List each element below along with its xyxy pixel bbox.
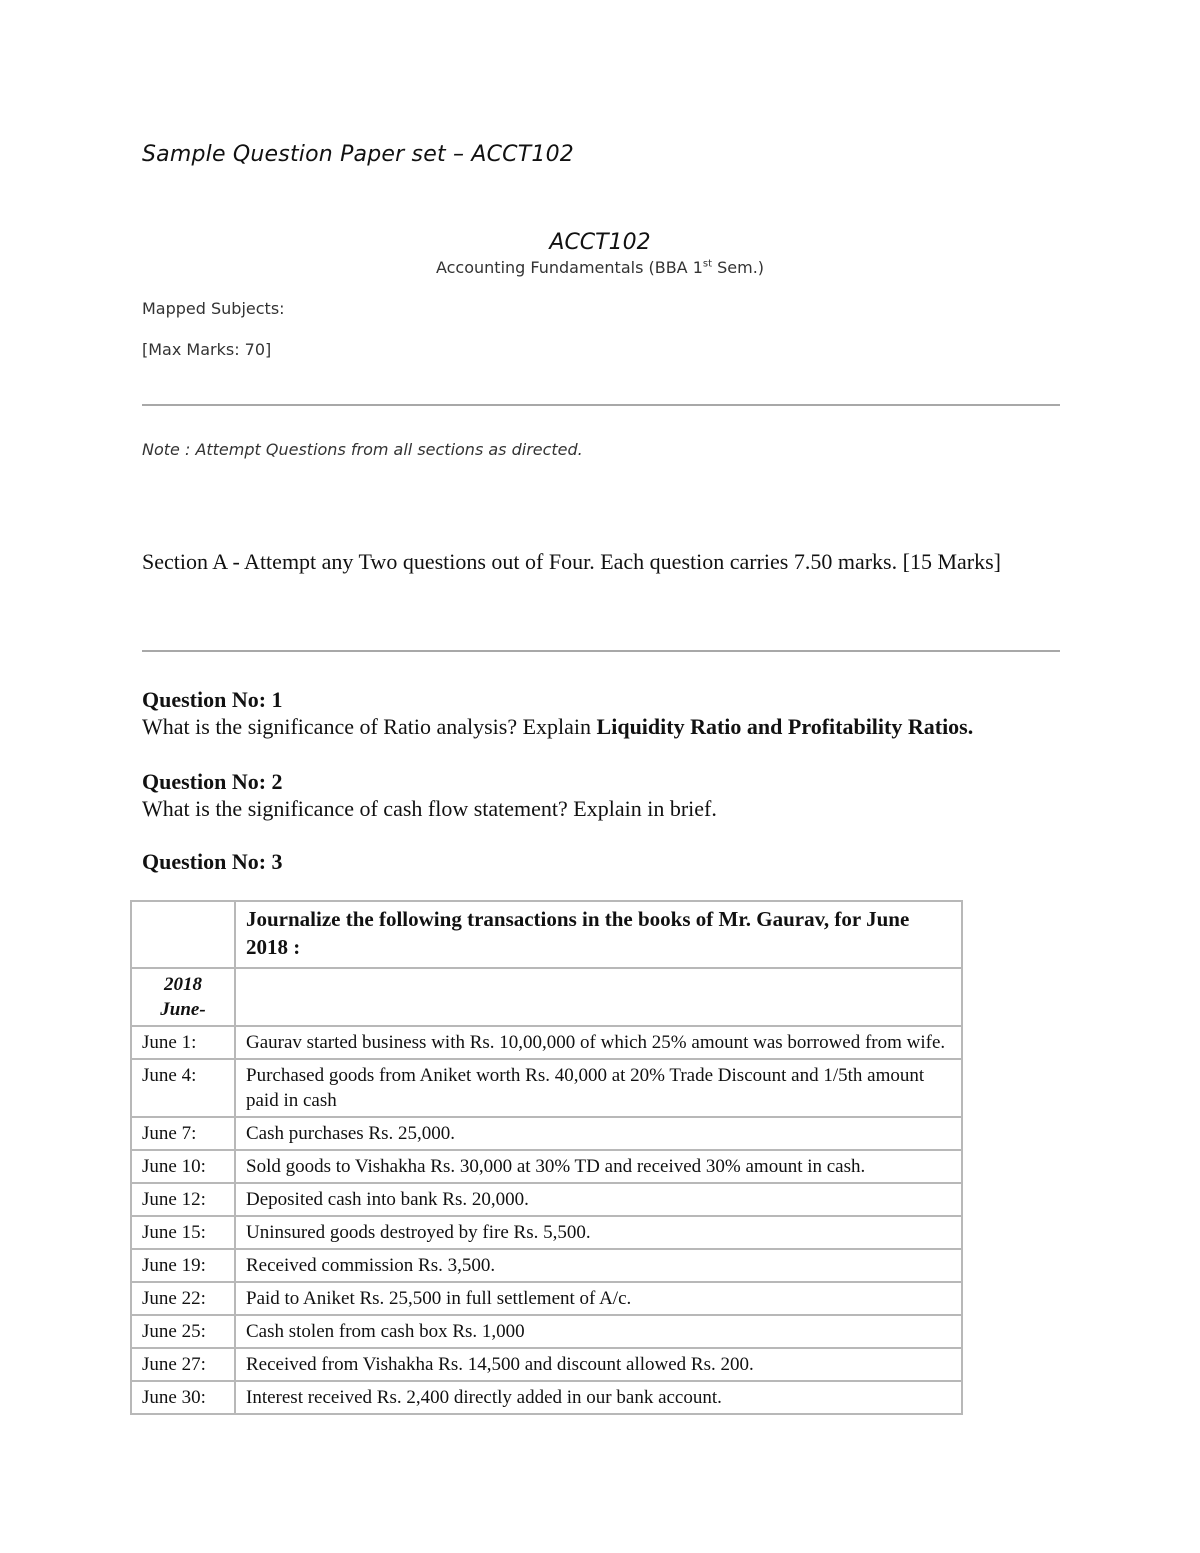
question-1-label: Question No: 1	[142, 687, 283, 712]
year-label: 2018 June-	[131, 968, 235, 1026]
course-name-superscript: st	[702, 258, 713, 270]
question-2-text: What is the significance of cash flow statement? Explain in brief.	[142, 796, 717, 821]
transaction-date: June 15:	[131, 1216, 235, 1249]
table-cell	[131, 901, 235, 968]
transaction-date: June 1:	[131, 1026, 235, 1059]
transaction-description: Gaurav started business with Rs. 10,00,000 of which 25% amount was borrowed from wife.	[235, 1026, 962, 1059]
table-row	[131, 1249, 962, 1282]
note: Note : Attempt Questions from all sections as directed.	[142, 440, 583, 459]
table-row	[131, 1348, 962, 1381]
course-name-suffix: Sem.)	[712, 258, 765, 277]
mapped-subjects-label: Mapped Subjects:	[142, 299, 285, 318]
course-name	[0, 258, 1200, 277]
course-code: ACCT102	[549, 230, 651, 255]
transaction-date: June 12:	[131, 1183, 235, 1216]
journal-table	[130, 900, 963, 1415]
paper-title: Sample Question Paper set – ACCT102	[142, 142, 574, 167]
transaction-description: Received from Vishakha Rs. 14,500 and discount allowed Rs. 200.	[235, 1348, 962, 1381]
transaction-date: June 4:	[131, 1059, 235, 1117]
question-1-text	[142, 714, 973, 740]
table-cell	[235, 968, 962, 1026]
question-1-text-bold: Liquidity Ratio and Profitability Ratios.	[596, 714, 974, 739]
table-row	[131, 1059, 962, 1117]
transaction-date: June 10:	[131, 1150, 235, 1183]
transaction-description: Received commission Rs. 3,500.	[235, 1249, 962, 1282]
table-row	[131, 1183, 962, 1216]
transaction-date: June 30:	[131, 1381, 235, 1414]
transaction-description: Cash purchases Rs. 25,000.	[235, 1117, 962, 1150]
divider	[142, 650, 1060, 652]
transaction-description: Cash stolen from cash box Rs. 1,000	[235, 1315, 962, 1348]
table-header-row	[131, 901, 962, 968]
table-row	[131, 1117, 962, 1150]
journal-instruction: Journalize the following transactions in the books of Mr. Gaurav, for June 2018 :	[235, 901, 962, 968]
transaction-description: Sold goods to Vishakha Rs. 30,000 at 30% TD and received 30% amount in cash.	[235, 1150, 962, 1183]
transaction-description: Purchased goods from Aniket worth Rs. 40,000 at 20% Trade Discount and 1/5th amount paid in cash	[235, 1059, 962, 1117]
table-row	[131, 1315, 962, 1348]
table-row	[131, 1216, 962, 1249]
max-marks: [Max Marks: 70]	[142, 340, 272, 359]
transaction-description: Deposited cash into bank Rs. 20,000.	[235, 1183, 962, 1216]
table-row	[131, 968, 962, 1026]
table-row	[131, 1381, 962, 1414]
table-row	[131, 1282, 962, 1315]
question-3-label: Question No: 3	[142, 849, 283, 874]
question-1-text-plain: What is the significance of Ratio analysis? Explain	[142, 714, 597, 739]
section-a-heading: Section A - Attempt any Two questions out of Four. Each question carries 7.50 marks. [15 Marks]	[142, 549, 1001, 574]
transaction-description: Paid to Aniket Rs. 25,500 in full settlement of A/c.	[235, 1282, 962, 1315]
transaction-description: Uninsured goods destroyed by fire Rs. 5,500.	[235, 1216, 962, 1249]
transaction-date: June 19:	[131, 1249, 235, 1282]
course-name-prefix: Accounting Fundamentals (BBA 1	[435, 258, 703, 277]
transaction-date: June 7:	[131, 1117, 235, 1150]
transaction-date: June 25:	[131, 1315, 235, 1348]
table-row	[131, 1026, 962, 1059]
transaction-date: June 27:	[131, 1348, 235, 1381]
transaction-description: Interest received Rs. 2,400 directly added in our bank account.	[235, 1381, 962, 1414]
divider	[142, 404, 1060, 406]
table-row	[131, 1150, 962, 1183]
transaction-date: June 22:	[131, 1282, 235, 1315]
question-2-label: Question No: 2	[142, 769, 283, 794]
